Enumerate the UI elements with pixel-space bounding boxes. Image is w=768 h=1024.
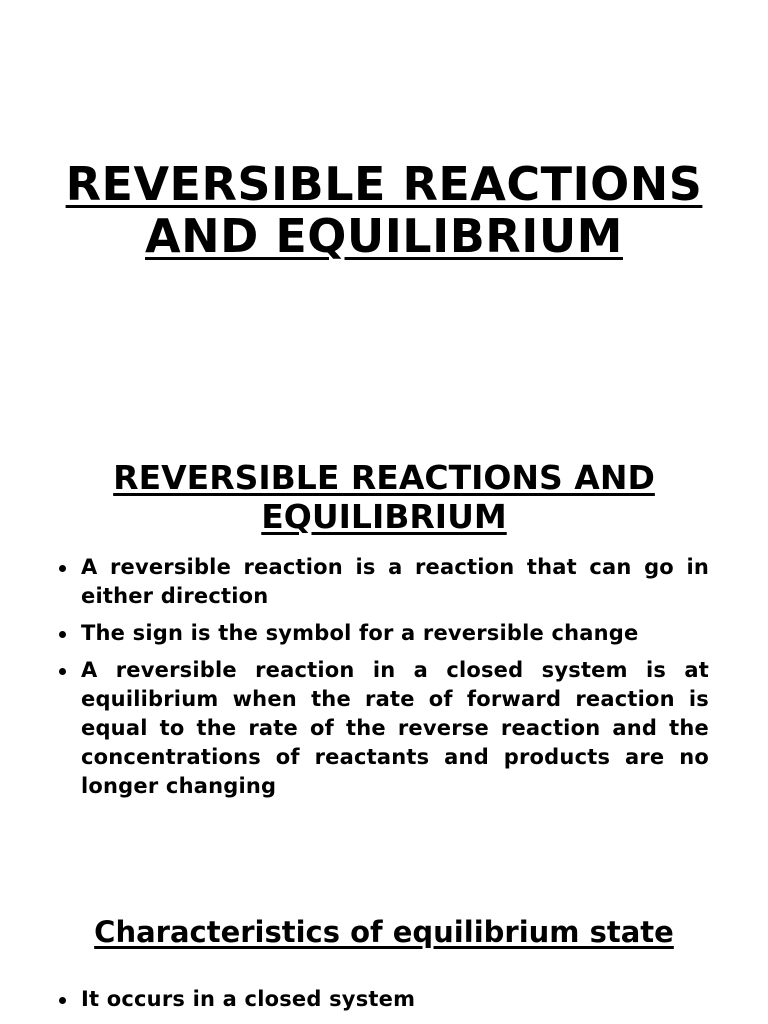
- section-title-line-1: REVERSIBLE REACTIONS AND: [113, 458, 655, 497]
- bullet-dot-icon: [59, 565, 66, 572]
- section-title-line-2: EQUILIBRIUM: [261, 497, 507, 536]
- definition-bullet-list: [56, 553, 709, 809]
- bullet-dot-icon: [59, 997, 66, 1004]
- list-item: [56, 553, 709, 611]
- characteristics-heading: [0, 914, 768, 950]
- list-item: [56, 985, 709, 1014]
- list-item: [56, 656, 709, 801]
- bullet-text: A reversible reaction in a closed system is at equilibrium when the rate of forward reaction is equal to the rate of the reverse reaction and the concentrations of reactants and products are no longer changing: [81, 658, 709, 798]
- characteristics-heading-text: Characteristics of equilibrium state: [94, 915, 674, 949]
- characteristics-bullet-list: [56, 985, 709, 1022]
- list-item: [56, 619, 709, 648]
- bullet-dot-icon: [59, 668, 66, 675]
- bullet-text: It occurs in a closed system: [81, 987, 416, 1011]
- section-title: [0, 458, 768, 536]
- bullet-text: A reversible reaction is a reaction that can go in either direction: [81, 555, 709, 608]
- slide-title: [0, 158, 768, 262]
- bullet-dot-icon: [59, 631, 66, 638]
- bullet-text: The sign is the symbol for a reversible change: [81, 621, 639, 645]
- slide-title-line-2: AND EQUILIBRIUM: [145, 209, 623, 263]
- slide-title-line-1: REVERSIBLE REACTIONS: [65, 157, 703, 211]
